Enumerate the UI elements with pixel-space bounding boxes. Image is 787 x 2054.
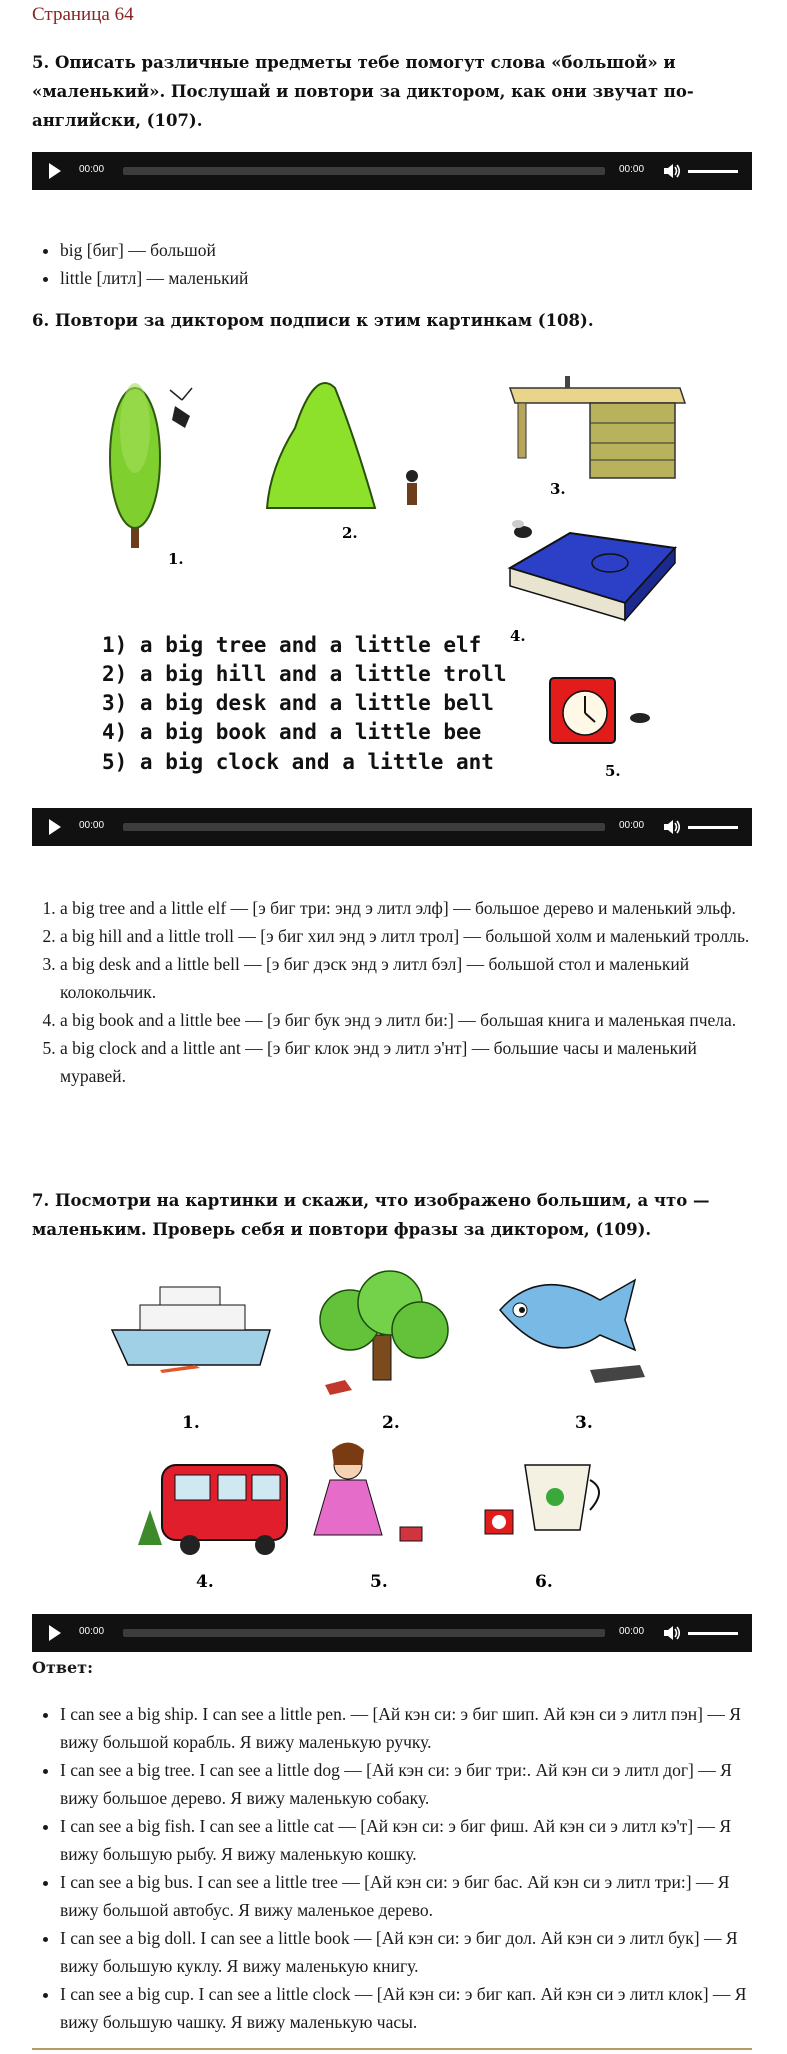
list-item: 5. a big clock and a little ant — [э биг клок энд э литл э'нт] — большие часы и маленький муравей. [60, 1034, 760, 1090]
current-time: 00:00 [79, 820, 105, 831]
bee-picture [512, 520, 532, 538]
list-item: 2. a big hill and a little troll — [э биг хил энд э литл трол] — большой холм и маленький тролль. [60, 922, 760, 950]
duration: 00:00 [619, 164, 645, 175]
task6-illustration [90, 358, 710, 788]
list-item: 4. a big book and a little bee — [э биг бук энд э литл би:] — большая книга и маленькая пчела. [60, 1006, 760, 1034]
task6-heading: 6. Повтори за диктором подписи к этим картинкам (108). [32, 311, 594, 330]
volume-slider[interactable] [688, 1632, 738, 1635]
current-time: 00:00 [79, 164, 105, 175]
answer-label: Ответ: [32, 1658, 93, 1677]
list-item: • I can see a big tree. I can see a little dog — [Ай кэн си: э биг три:. Ай кэн си э литл дог] — Я вижу большое дерево. Я вижу маленькую собаку. [60, 1756, 760, 1812]
clock-picture [550, 678, 615, 743]
audio-player-108 [32, 808, 752, 846]
duration: 00:00 [619, 1626, 645, 1637]
tree-picture [320, 1271, 448, 1395]
tree-picture [110, 383, 160, 548]
volume-slider[interactable] [688, 826, 738, 829]
play-icon[interactable] [49, 1625, 61, 1641]
volume-slider[interactable] [688, 170, 738, 173]
breadcrumb[interactable]: Страница 64 [32, 4, 134, 25]
volume-icon[interactable] [662, 161, 682, 181]
task7-illustration [100, 1265, 680, 1595]
desk-picture [510, 376, 685, 478]
task7-list [32, 1700, 760, 2036]
list-item: 3. a big desk and a little bell — [э биг дэск энд э литл бэл] — большой стол и маленький колокольчик. [60, 950, 760, 1006]
list-item: • I can see a big doll. I can see a little book — [Ай кэн си: э биг дол. Ай кэн си э литл бук] — Я вижу большую куклу. Я вижу маленькую книгу. [60, 1924, 760, 1980]
volume-icon[interactable] [662, 817, 682, 837]
figure-caption: 1) a big tree and a little elf [102, 633, 482, 657]
figure-number: 2. [342, 524, 358, 542]
figure-number: 1. [168, 550, 184, 568]
list-item: • big [биг] — большой [60, 236, 760, 264]
figure-caption: 2) a big hill and a little troll [102, 662, 507, 686]
list-item: • I can see a big fish. I can see a little cat — [Ай кэн си: э биг фиш. Ай кэн си э литл кэ'т] — Я вижу большую рыбу. Я вижу маленькую кошку. [60, 1812, 760, 1868]
book-picture [510, 533, 675, 620]
figure-number: 5. [605, 762, 621, 780]
duration: 00:00 [619, 820, 645, 831]
list-item: • I can see a big ship. I can see a little pen. — [Ай кэн си: э биг шип. Ай кэн си э литл пэн] — Я вижу большой корабль. Я вижу маленькую ручку. [60, 1700, 760, 1756]
play-icon[interactable] [49, 819, 61, 835]
task5-heading: 5. Описать различные предметы тебе помогут слова «большой» и «маленький». Послушай и повтори за диктором, как они звучат по-английски, (107). [32, 53, 694, 130]
doll-picture [314, 1443, 422, 1542]
list-item: • little [литл] — маленький [60, 264, 760, 292]
figure-number: 2. [382, 1413, 400, 1433]
figure-number: 3. [550, 480, 566, 498]
cup-picture [485, 1465, 599, 1534]
figure-caption: 3) a big desk and a little bell [102, 691, 494, 715]
figure-number: 4. [510, 627, 526, 645]
figure-number: 6. [535, 1572, 553, 1592]
figure-caption: 4) a big book and a little bee [102, 720, 482, 744]
current-time: 00:00 [79, 1626, 105, 1637]
elf-picture [170, 388, 192, 428]
audio-player-109 [32, 1614, 752, 1652]
progress-slider[interactable] [123, 167, 605, 175]
figure-caption: 5) a big clock and a little ant [102, 750, 494, 774]
task5-list [32, 236, 760, 292]
progress-slider[interactable] [123, 1629, 605, 1637]
task7-heading: 7. Посмотри на картинки и скажи, что изображено большим, а что — маленьким. Проверь себя и повтори фразы за диктором, (109). [32, 1191, 710, 1239]
fish-picture [500, 1280, 645, 1383]
figure-number: 5. [370, 1572, 388, 1592]
list-item: • I can see a big cup. I can see a little clock — [Ай кэн си: э биг кап. Ай кэн си э литл клок] — Я вижу большую чашку. Я вижу маленькую часы. [60, 1980, 760, 2036]
hill-picture [267, 383, 418, 508]
play-icon[interactable] [49, 163, 61, 179]
task6-list [32, 894, 760, 1090]
list-item: • I can see a big bus. I can see a little tree — [Ай кэн си: э биг бас. Ай кэн си э литл три:] — Я вижу большой автобус. Я вижу маленькое дерево. [60, 1868, 760, 1924]
figure-number: 1. [182, 1413, 200, 1433]
progress-slider[interactable] [123, 823, 605, 831]
ship-picture [112, 1287, 270, 1373]
figure-number: 3. [575, 1413, 593, 1433]
audio-player-107 [32, 152, 752, 190]
figure-captions [102, 633, 507, 774]
ant-picture [630, 713, 650, 723]
list-item: 1. a big tree and a little elf — [э биг три: энд э литл элф] — большое дерево и маленький эльф. [60, 894, 760, 922]
bus-picture [138, 1465, 287, 1555]
volume-icon[interactable] [662, 1623, 682, 1643]
figure-number: 4. [196, 1572, 214, 1592]
divider [32, 2048, 752, 2050]
